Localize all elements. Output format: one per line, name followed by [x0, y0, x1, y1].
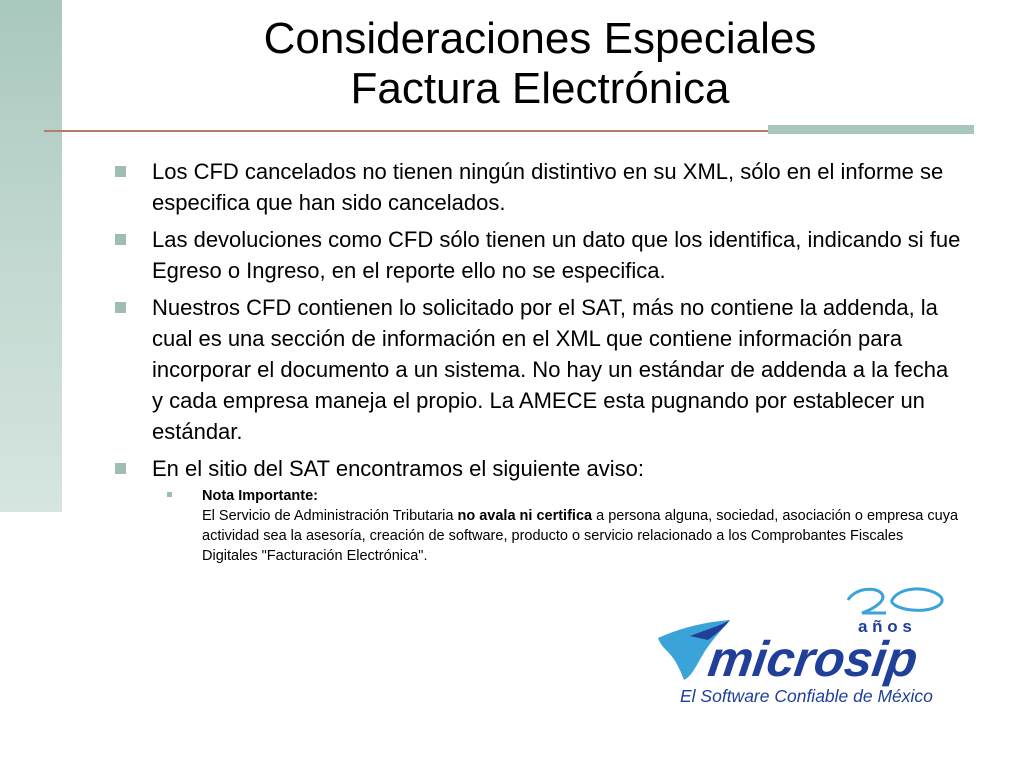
bullet-text: En el sitio del SAT encontramos el siguiente aviso: — [152, 456, 645, 481]
logo-swoosh-zero — [892, 589, 942, 610]
bullet-item — [112, 292, 962, 447]
logo-brand-text: microsip — [704, 631, 922, 687]
small-square-bullet-icon — [167, 492, 172, 497]
title-line-1: Consideraciones Especiales — [263, 14, 817, 63]
logo-anniversary-word: a ñ o s — [858, 617, 912, 636]
bullet-text: Las devoluciones como CFD sólo tienen un dato que los identifica, indicando si fue Egreso o Ingreso, en el reporte ello no se especifica. — [152, 227, 961, 283]
slide-body — [112, 156, 962, 572]
bullet-text: Los CFD cancelados no tienen ningún distintivo en su XML, sólo en el informe se especifica que han sido cancelados. — [152, 159, 944, 215]
sub-bullet-item — [112, 486, 962, 566]
note-heading: Nota Importante: — [202, 488, 318, 504]
bullet-item — [112, 453, 962, 566]
bullet-item — [112, 224, 962, 286]
bullet-text: Nuestros CFD contienen lo solicitado por el SAT, más no contiene la addenda, la cual es una sección de información en el XML que contiene información para incorporar el documento a un sistema. No hay un estándar de addenda a la fecha y cada empresa maneja el propio. La AMECE esta pugnando por establecer un estándar. — [152, 295, 949, 444]
slide-title — [100, 14, 980, 114]
side-accent-bar — [0, 0, 62, 512]
bullet-item — [112, 156, 962, 218]
square-bullet-icon — [115, 234, 126, 245]
sub-bullet-list — [152, 486, 962, 566]
square-bullet-icon — [115, 302, 126, 313]
note-text-before: El Servicio de Administración Tributaria — [202, 508, 458, 524]
logo-tagline: El Software Confiable de México — [680, 686, 933, 706]
square-bullet-icon — [115, 166, 126, 177]
title-line-2: Factura Electrónica — [350, 64, 730, 113]
title-accent-bar — [768, 125, 974, 134]
logo-swoosh-two — [848, 589, 886, 613]
note-text-after: a persona alguna, sociedad, asociación o empresa cuya actividad sea la asesoría, creación de software, producto o servicio relacionado a los Comprobantes Fiscales Digitales "Facturación Electrónica". — [202, 508, 959, 564]
note-block — [162, 486, 962, 566]
square-bullet-icon — [115, 463, 126, 474]
bullet-list — [112, 156, 962, 566]
note-text-bold: no avala ni certifica — [457, 508, 593, 524]
